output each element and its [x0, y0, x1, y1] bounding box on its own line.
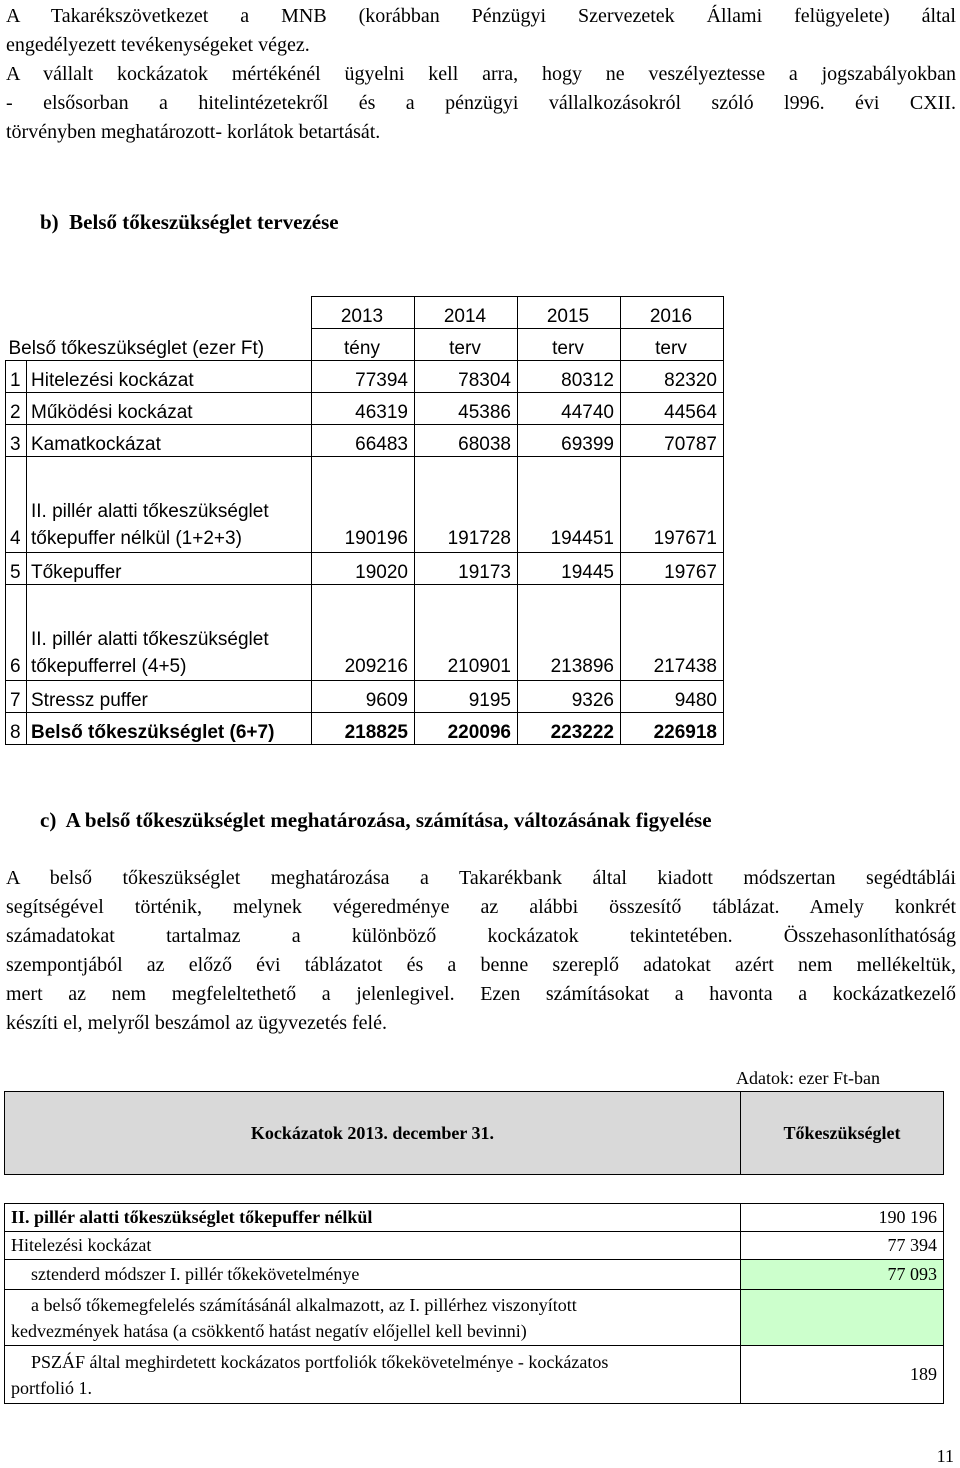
page-number: 11 [936, 1446, 954, 1466]
cell-value: 190196 [312, 457, 415, 553]
cell-value: 69399 [518, 425, 621, 457]
type-header: terv [518, 329, 621, 361]
intro-line: A vállalt kockázatok mértékénél ügyelni kell arra, hogy ne veszélyeztesse a jogszabályokban [6, 63, 956, 85]
cell-value: 77 394 [741, 1232, 944, 1260]
cell-value: 191728 [415, 457, 518, 553]
row-label: Működési kockázat [27, 393, 312, 425]
row-label: Hitelezési kockázat [27, 361, 312, 393]
row-label [5, 1290, 741, 1346]
cell-value: 19445 [518, 553, 621, 585]
row-index: 2 [6, 393, 27, 425]
cell-value: 44564 [621, 393, 724, 425]
row-index: 6 [6, 585, 27, 681]
type-header: tény [312, 329, 415, 361]
row-label-line: II. pillér alatti tőkeszükséglet [31, 501, 269, 522]
type-header: terv [415, 329, 518, 361]
cell-value: 9480 [621, 681, 724, 713]
intro-paragraph [6, 2, 956, 147]
row-index: 5 [6, 553, 27, 585]
cell-value: 77 093 [741, 1260, 944, 1290]
row-label-line: a belső tőkemegfelelés számításánál alkalmazott, az I. pillérhez viszonyított [31, 1294, 577, 1315]
cell-value: 190 196 [741, 1204, 944, 1232]
cell-value: 19767 [621, 553, 724, 585]
body-line: segítségével történik, melynek végeredménye az alábbi összesítő táblázat. Amely konkrét [6, 896, 956, 918]
cell-value: 19173 [415, 553, 518, 585]
cell-value [741, 1290, 944, 1346]
cell-value: 197671 [621, 457, 724, 553]
year-header: 2013 [312, 297, 415, 329]
type-header: terv [621, 329, 724, 361]
row-label: Kamatkockázat [27, 425, 312, 457]
body-line: mert az nem megfeleltethető a jelenlegivel. Ezen számításokat a havonta a kockázatkezelő [6, 983, 956, 1005]
body-paragraph [6, 864, 956, 1038]
table-header-row [5, 1092, 944, 1175]
cell-value: 213896 [518, 585, 621, 681]
row-index: 1 [6, 361, 27, 393]
cell-value: 46319 [312, 393, 415, 425]
cell-value: 218825 [312, 713, 415, 745]
cell-value: 217438 [621, 585, 724, 681]
year-header: 2015 [518, 297, 621, 329]
cell-value: 209216 [312, 585, 415, 681]
section-c-heading: c) A belső tőkeszükséglet meghatározása, számítása, változásának figyelése [40, 808, 712, 832]
header-risks: Kockázatok 2013. december 31. [5, 1092, 741, 1175]
row-index: 4 [6, 457, 27, 553]
cell-value: 19020 [312, 553, 415, 585]
cell-value: 220096 [415, 713, 518, 745]
cell-value: 44740 [518, 393, 621, 425]
cell-value: 68038 [415, 425, 518, 457]
cell-value: 210901 [415, 585, 518, 681]
row-label: Stressz puffer [27, 681, 312, 713]
year-header: 2014 [415, 297, 518, 329]
row-index: 7 [6, 681, 27, 713]
table-row [6, 425, 724, 457]
cell-value: 82320 [621, 361, 724, 393]
header-capital: Tőkeszükséglet [741, 1092, 944, 1175]
table-row [6, 329, 724, 361]
row-label [27, 585, 312, 681]
table-row [6, 393, 724, 425]
row-label: II. pillér alatti tőkeszükséglet tőkepuffer nélkül [5, 1204, 741, 1232]
table-row [5, 1260, 944, 1290]
cell-value: 9609 [312, 681, 415, 713]
cell-value: 226918 [621, 713, 724, 745]
intro-line: A Takarékszövetkezet a MNB (korábban Pénzügyi Szervezetek Állami felügyelete) által [6, 5, 956, 27]
cell-value: 194451 [518, 457, 621, 553]
cell-value: 9326 [518, 681, 621, 713]
units-note: Adatok: ezer Ft-ban [736, 1068, 880, 1088]
cell-value: 189 [741, 1346, 944, 1404]
table-row [5, 1204, 944, 1232]
table-row [6, 681, 724, 713]
risk-capital-table [4, 1091, 944, 1404]
row-index: 3 [6, 425, 27, 457]
table-row [6, 713, 724, 745]
table-row [6, 297, 724, 329]
intro-line: engedélyezett tevékenységeket végez. [6, 34, 310, 56]
row-label-line: tőkepuffer nélkül (1+2+3) [31, 528, 242, 549]
cell-value: 78304 [415, 361, 518, 393]
table-row [5, 1232, 944, 1260]
table-row [5, 1290, 944, 1346]
spacer-row [5, 1175, 944, 1204]
row-label-line: kedvezmények hatása (a csökkentő hatást negatív előjellel kell bevinni) [11, 1320, 527, 1341]
table-row [6, 457, 724, 553]
row-label-line: PSZÁF által meghirdetett kockázatos portfoliók tőkekövetelménye - kockázatos [31, 1351, 609, 1372]
cell-value: 9195 [415, 681, 518, 713]
row-label-line: portfolió 1. [11, 1377, 92, 1398]
intro-line: - elsősorban a hitelintézetekről és a pénzügyi vállalkozásokról szóló l996. évi CXII. [6, 92, 956, 114]
body-line: készíti el, melyről beszámol az ügyvezetés felé. [6, 1012, 387, 1034]
year-header: 2016 [621, 297, 724, 329]
intro-line: törvényben meghatározott- korlátok betartását. [6, 121, 381, 143]
row-label: Belső tőkeszükséglet (6+7) [27, 713, 312, 745]
row-label [5, 1346, 741, 1404]
row-label-line: tőkepufferrel (4+5) [31, 656, 187, 677]
row-label: Tőkepuffer [27, 553, 312, 585]
cell-value: 45386 [415, 393, 518, 425]
capital-planning-table [5, 296, 724, 745]
row-index: 8 [6, 713, 27, 745]
row-label [27, 457, 312, 553]
body-line: szempontjából az előző évi táblázatot és a benne szereplő adatokat azért nem mellékeltük, [6, 954, 956, 976]
cell-value: 70787 [621, 425, 724, 457]
table-row [6, 585, 724, 681]
cell-value: 77394 [312, 361, 415, 393]
table-row [6, 361, 724, 393]
cell-value: 80312 [518, 361, 621, 393]
cell-value: 66483 [312, 425, 415, 457]
body-line: A belső tőkeszükséglet meghatározása a Takarékbank által kiadott módszertan segédtáblái [6, 867, 956, 889]
row-label-header: Belső tőkeszükséglet (ezer Ft) [6, 329, 312, 361]
row-label: Hitelezési kockázat [5, 1232, 741, 1260]
table-row [5, 1346, 944, 1404]
row-label-line: II. pillér alatti tőkeszükséglet [31, 629, 269, 650]
section-b-heading: b) Belső tőkeszükséglet tervezése [40, 210, 339, 234]
table-row [6, 553, 724, 585]
body-line: számadatokat tartalmaz a különböző kockázatok tekintetében. Összehasonlíthatóság [6, 925, 956, 947]
row-label: sztenderd módszer I. pillér tőkekövetelménye [5, 1260, 741, 1290]
cell-value: 223222 [518, 713, 621, 745]
